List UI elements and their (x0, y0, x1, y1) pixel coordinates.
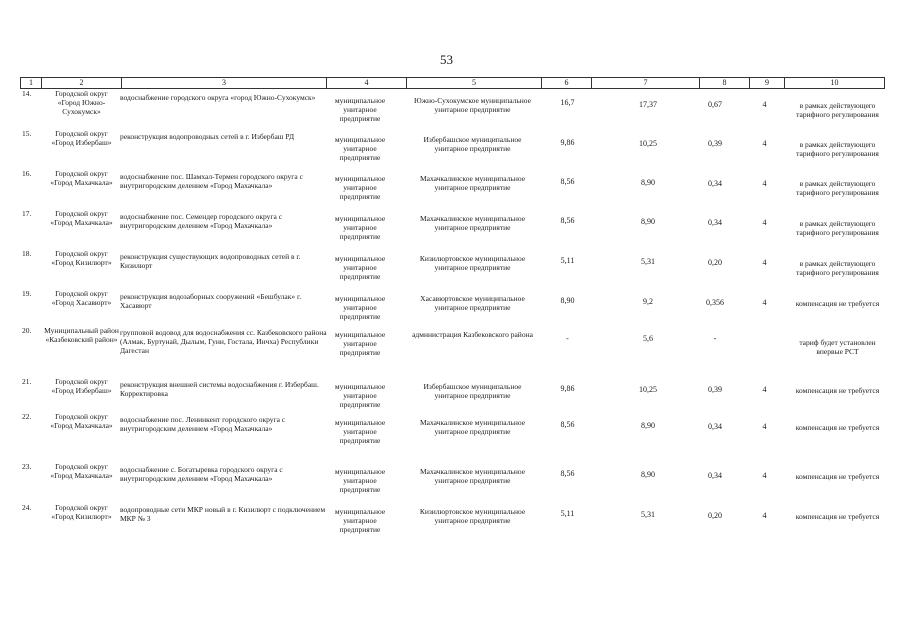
row-object: реконструкция существующих водопроводных сетей в г. Кизилюрт (120, 252, 301, 270)
row-form: муниципальное унитарное предприятие (334, 382, 386, 409)
row-value-7: 8,90 (641, 421, 655, 430)
row-value-9: 4 (762, 471, 767, 480)
row-number: 19. (22, 289, 32, 298)
row-district: Городской округ «Город Кизилюрт» (51, 249, 112, 267)
row-form: муниципальное унитарное предприятие (334, 507, 386, 534)
row-object: водоснабжение пос. Семендер городского округа с внутригородским делением «Город Махачкала» (120, 212, 283, 230)
header-col-8: 8 (700, 77, 750, 89)
row-value-6: 8,90 (560, 296, 575, 305)
page-number: 53 (440, 52, 453, 67)
row-form: муниципальное унитарное предприятие (334, 254, 386, 281)
row-number: 15. (22, 129, 32, 138)
row-value-8: 0,34 (708, 179, 722, 188)
row-district: Городской округ «Город Махачкала» (50, 462, 113, 480)
row-value-9: 4 (762, 422, 767, 431)
row-value-8: - (713, 334, 717, 343)
row-value-7: 5,31 (641, 257, 655, 266)
row-number: 20. (22, 326, 32, 335)
row-number: 18. (22, 249, 32, 258)
row-value-6: 8,56 (560, 216, 575, 225)
row-organization: Кизилюртовское муниципальное унитарное предприятие (419, 254, 526, 272)
row-district: Городской округ «Город Кизилюрт» (51, 503, 112, 521)
row-form: муниципальное унитарное предприятие (334, 294, 386, 321)
row-number: 24. (22, 503, 32, 512)
row-value-7: 10,25 (639, 139, 657, 148)
row-object: водопроводные сети МКР новый в г. Кизилюрт с подключением МКР № 3 (120, 505, 326, 523)
row-number: 22. (22, 412, 32, 421)
header-col-4: 4 (327, 77, 407, 89)
row-form: муниципальное унитарное предприятие (334, 330, 386, 357)
row-compensation: тариф будет установлен впервые РСТ (799, 338, 876, 356)
row-value-7: 8,90 (641, 470, 655, 479)
row-value-8: 0,356 (706, 298, 724, 307)
row-compensation: в рамках действующего тарифного регулирования (796, 140, 879, 158)
row-compensation: в рамках действующего тарифного регулирования (796, 219, 879, 237)
header-col-5: 5 (407, 77, 542, 89)
row-district: Городской округ «Город Махачкала» (50, 169, 113, 187)
header-col-10: 10 (785, 77, 885, 89)
row-value-6: 8,56 (560, 177, 575, 186)
row-compensation: в рамках действующего тарифного регулирования (796, 101, 879, 119)
row-compensation: компенсация не требуется (795, 472, 880, 481)
row-value-9: 4 (762, 218, 767, 227)
row-number: 16. (22, 169, 32, 178)
row-organization: Южно-Сухокумское муниципальное унитарное предприятие (414, 96, 531, 114)
row-value-6: 9,86 (560, 138, 575, 147)
row-object: водоснабжение пос. Ленинкент городского округа с внутригородским делением «Город Махачкала» (120, 415, 286, 433)
row-form: муниципальное унитарное предприятие (334, 467, 386, 494)
row-form: муниципальное унитарное предприятие (334, 135, 386, 162)
row-district: Городской округ «Город Избербаш» (51, 129, 112, 147)
row-district: Городской округ «Город Хасавюрт» (51, 289, 112, 307)
row-organization: администрация Казбековского района (412, 330, 533, 339)
row-value-6: - (566, 334, 569, 343)
header-col-2: 2 (42, 77, 122, 89)
row-compensation: компенсация не требуется (795, 299, 880, 308)
row-value-8: 0,34 (708, 218, 722, 227)
header-col-7: 7 (592, 77, 700, 89)
row-value-9: 4 (762, 179, 767, 188)
header-col-9: 9 (750, 77, 785, 89)
row-district: Городской округ «Город Махачкала» (50, 412, 113, 430)
row-number: 17. (22, 209, 32, 218)
row-organization: Избербашское муниципальное унитарное предприятие (423, 382, 522, 400)
row-organization: Махачкалинское муниципальное унитарное предприятие (419, 418, 526, 436)
row-object: реконструкция внешней системы водоснабжения г. Избербаш. Корректировка (120, 380, 319, 398)
row-object: водоснабжение с. Богатыревка городского округа с внутригородским делением «Город Махачкала» (120, 465, 283, 483)
header-col-3: 3 (122, 77, 327, 89)
row-object: реконструкция водопроводных сетей в г. Избербаш РД (120, 132, 295, 141)
row-value-9: 4 (762, 100, 767, 109)
row-organization: Махачкалинское муниципальное унитарное предприятие (419, 214, 526, 232)
row-compensation: в рамках действующего тарифного регулирования (796, 259, 879, 277)
row-form: муниципальное унитарное предприятие (334, 96, 386, 123)
row-object: водоснабжение пос. Шамхал-Термен городского округа с внутригородским делением «Город Махачкала» (120, 172, 303, 190)
row-organization: Махачкалинское муниципальное унитарное предприятие (419, 467, 526, 485)
row-value-9: 4 (762, 139, 767, 148)
row-value-8: 0,20 (708, 511, 722, 520)
row-value-8: 0,34 (708, 471, 722, 480)
row-value-7: 5,31 (641, 510, 655, 519)
row-value-8: 0,34 (708, 422, 722, 431)
row-compensation: компенсация не требуется (795, 386, 880, 395)
header-col-6: 6 (542, 77, 592, 89)
row-compensation: в рамках действующего тарифного регулирования (796, 179, 879, 197)
row-district: Городской округ «Город Избербаш» (51, 377, 112, 395)
row-value-9: 4 (762, 298, 767, 307)
row-value-9: 4 (762, 511, 767, 520)
row-value-7: 17,37 (639, 100, 657, 109)
header-col-1: 1 (20, 77, 42, 89)
row-value-6: 5,11 (560, 256, 575, 265)
row-object: групповой водовод для водоснабжения сс. Казбековского района (Алмак, Буртунай, Дылым, Гуни, Гостала, Инчха) Республики Дагестан (120, 328, 327, 355)
row-form: муниципальное унитарное предприятие (334, 214, 386, 241)
row-organization: Избербашское муниципальное унитарное предприятие (423, 135, 522, 153)
row-value-7: 10,25 (639, 385, 657, 394)
row-number: 14. (22, 89, 32, 98)
row-value-8: 0,20 (708, 258, 722, 267)
row-number: 23. (22, 462, 32, 471)
row-form: муниципальное унитарное предприятие (334, 174, 386, 201)
row-organization: Махачкалинское муниципальное унитарное предприятие (419, 174, 526, 192)
row-value-9: 4 (762, 385, 767, 394)
row-value-7: 8,90 (641, 178, 655, 187)
row-value-6: 8,56 (560, 420, 575, 429)
row-organization: Кизилюртовское муниципальное унитарное предприятие (419, 507, 526, 525)
row-value-6: 16,7 (560, 98, 575, 107)
row-organization: Хасавюртовское муниципальное унитарное предприятие (420, 294, 525, 312)
row-value-6: 9,86 (560, 384, 575, 393)
row-district: Городской округ «Город Махачкала» (50, 209, 113, 227)
row-value-6: 5,11 (560, 509, 575, 518)
row-value-8: 0,39 (708, 385, 722, 394)
row-value-8: 0,67 (708, 100, 722, 109)
row-object: реконструкция водозаборных сооружений «Бешбулак» г. Хасавюрт (120, 292, 302, 310)
row-compensation: компенсация не требуется (795, 423, 880, 432)
row-value-7: 5,6 (643, 334, 653, 343)
row-form: муниципальное унитарное предприятие (334, 418, 386, 445)
row-district: Муниципальный район «Казбековский район» (44, 326, 119, 344)
row-value-6: 8,56 (560, 469, 575, 478)
row-object: водоснабжение городского округа «город Южно-Сухокумск» (120, 93, 316, 102)
row-value-7: 8,90 (641, 217, 655, 226)
row-number: 21. (22, 377, 32, 386)
row-compensation: компенсация не требуется (795, 512, 880, 521)
row-value-7: 9,2 (643, 297, 653, 306)
row-value-8: 0,39 (708, 139, 722, 148)
row-value-9: 4 (762, 258, 767, 267)
row-district: Городской округ «Город Южно-Сухокумск» (55, 89, 108, 116)
